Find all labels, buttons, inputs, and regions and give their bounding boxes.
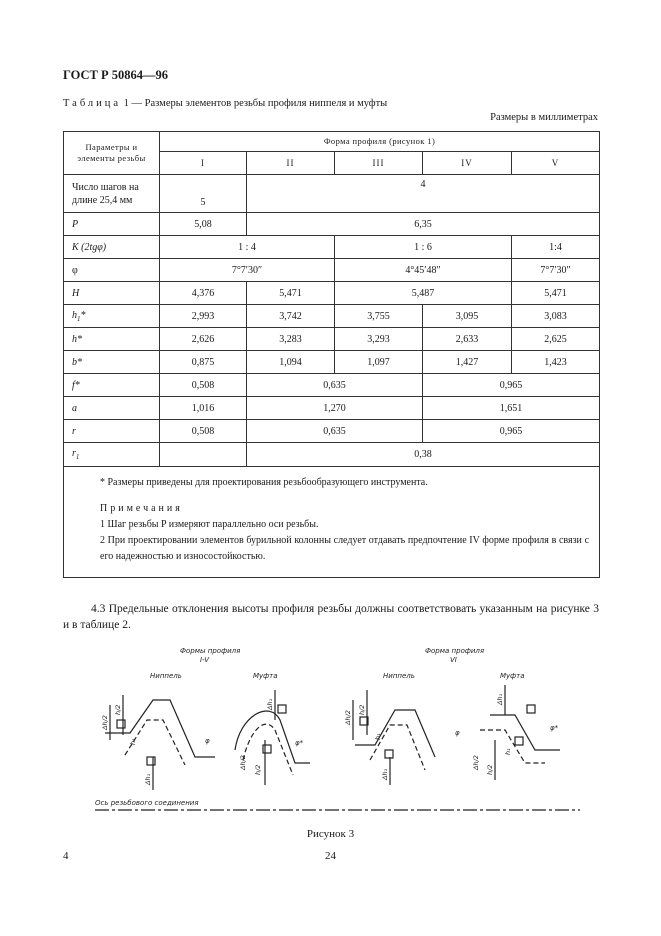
cell: 3,083 bbox=[512, 305, 600, 328]
fig-dh1-label: Δh₁ bbox=[381, 768, 389, 780]
page-number-left: 4 bbox=[63, 850, 69, 862]
coupling-vi-dashed-profile bbox=[480, 730, 545, 763]
fig-h1-label: h₁ bbox=[504, 748, 512, 755]
table-row bbox=[64, 351, 600, 374]
row-label: b* bbox=[64, 351, 160, 374]
cell: 0,965 bbox=[423, 374, 600, 397]
tolerance-box bbox=[278, 705, 286, 713]
cell: 1,270 bbox=[247, 397, 423, 420]
cell: 0,965 bbox=[423, 420, 600, 443]
fig-dh2-label: Δh/2 bbox=[101, 715, 109, 730]
note-1: 1 Шаг резьбы P измеряют параллельно оси резьбы. bbox=[100, 519, 319, 530]
table-row bbox=[64, 420, 600, 443]
table-caption-text: 1 — Размеры элементов резьбы профиля ниппеля и муфты bbox=[123, 98, 388, 109]
cell: 4°45′48″ bbox=[335, 259, 512, 282]
figure-caption: Рисунок 3 bbox=[306, 828, 355, 840]
cell: 7°7′30″ bbox=[160, 259, 335, 282]
fig-h2-label: h/2 bbox=[358, 704, 366, 715]
table-row bbox=[64, 305, 600, 328]
cell: 5,08 bbox=[160, 213, 247, 236]
fig-left-title: Формы профиля bbox=[180, 647, 241, 655]
cell: 0,508 bbox=[160, 420, 247, 443]
table-row bbox=[64, 236, 600, 259]
table-row bbox=[64, 213, 600, 236]
cell: 0,635 bbox=[247, 420, 423, 443]
fig-coupling-label-left: Муфта bbox=[253, 672, 278, 680]
fig-h1-label: h₁ bbox=[129, 738, 137, 745]
fig-left-sub: I-V bbox=[200, 656, 210, 664]
tolerance-box bbox=[147, 757, 155, 765]
row-label: $r_1$ bbox=[64, 443, 160, 467]
cell bbox=[160, 443, 247, 467]
fig-right-title: Форма профиля bbox=[425, 647, 485, 655]
tolerance-box bbox=[515, 737, 523, 745]
cell: 3,755 bbox=[335, 305, 423, 328]
fig-phistar-label: φ* bbox=[295, 739, 304, 747]
cell: 0,508 bbox=[160, 374, 247, 397]
cell: 3,283 bbox=[247, 328, 335, 351]
footnote: * Размеры приведены для проектирования резьбообразующего инструмента. bbox=[100, 477, 428, 488]
cell: 5,471 bbox=[247, 282, 335, 305]
table-row bbox=[64, 259, 600, 282]
coupling-vi-profile-line bbox=[490, 715, 560, 750]
fig-phi-label: φ bbox=[455, 729, 460, 737]
table-row bbox=[64, 443, 600, 467]
cell: 1,651 bbox=[423, 397, 600, 420]
fig-nipple-label-left: Ниппель bbox=[150, 672, 182, 680]
fig-dh2-label: Δh/2 bbox=[472, 755, 480, 770]
units-note: Размеры в миллиметрах bbox=[490, 112, 598, 123]
coupling-dashed-profile bbox=[243, 724, 293, 775]
row-label: H bbox=[64, 282, 160, 305]
table-row bbox=[64, 374, 600, 397]
fig-phistar-label: φ* bbox=[550, 724, 559, 732]
cell: 2,993 bbox=[160, 305, 247, 328]
row-label: Число шагов на длине 25,4 мм bbox=[64, 175, 160, 213]
notes-title: Примечания bbox=[100, 503, 183, 514]
fig-right-sub: VI bbox=[450, 656, 457, 664]
cell: 1,423 bbox=[512, 351, 600, 374]
thread-profile-figure bbox=[95, 645, 585, 820]
row-label: r bbox=[64, 420, 160, 443]
tolerance-box bbox=[385, 750, 393, 758]
form-col-header: IV bbox=[423, 152, 512, 175]
table-caption-word: Таблица bbox=[63, 98, 122, 109]
cell: 2,625 bbox=[512, 328, 600, 351]
fig-nipple-label-right: Ниппель bbox=[383, 672, 415, 680]
row-label: a bbox=[64, 397, 160, 420]
table-row bbox=[64, 397, 600, 420]
tolerance-box bbox=[117, 720, 125, 728]
fig-dh2-label: Δh/2 bbox=[344, 710, 352, 725]
row-label: P bbox=[64, 213, 160, 236]
cell: 1,097 bbox=[335, 351, 423, 374]
fig-h2-label: h/2 bbox=[114, 704, 122, 715]
cell: 5,471 bbox=[512, 282, 600, 305]
cell: 7°7′30″ bbox=[512, 259, 600, 282]
fig-axis-label: Ось резьбового соединения bbox=[95, 799, 199, 807]
cell: 1 : 4 bbox=[160, 236, 335, 259]
page-number-center: 24 bbox=[325, 850, 336, 862]
cell: 1,016 bbox=[160, 397, 247, 420]
fig-h1-label: h₁ bbox=[374, 733, 382, 740]
table-row bbox=[64, 175, 600, 213]
note-2: 2 При проектировании элементов бурильной колонны следует отдавать предпочтение IV форме профиля в связи с его надежностью и износостойкостью. bbox=[100, 535, 590, 562]
cell: 0,635 bbox=[247, 374, 423, 397]
form-col-header: V bbox=[512, 152, 600, 175]
section-paragraph: 4.3 Предельные отклонения высоты профиля резьбы должны соответствовать указанным на рисунке 3 и в таблице 2. bbox=[63, 603, 599, 631]
cell: 3,095 bbox=[423, 305, 512, 328]
cell: 1,094 bbox=[247, 351, 335, 374]
tolerance-box bbox=[527, 705, 535, 713]
form-col-header: I bbox=[160, 152, 247, 175]
table-notes bbox=[64, 467, 600, 578]
row-label: $h_1*$ bbox=[64, 305, 160, 328]
param-header: Параметры и элементы резьбы bbox=[64, 132, 160, 175]
fig-dh1-label: Δh₁ bbox=[266, 698, 274, 710]
standard-number: ГОСТ Р 50864—96 bbox=[63, 68, 169, 82]
cell: 5,487 bbox=[335, 282, 512, 305]
fig-dh1-label: Δh₁ bbox=[144, 773, 152, 785]
form-col-header: III bbox=[335, 152, 423, 175]
fig-dh2-label: Δh/2 bbox=[239, 755, 247, 770]
table-row bbox=[64, 282, 600, 305]
fig-phi-label: φ bbox=[205, 737, 210, 745]
row-label: f* bbox=[64, 374, 160, 397]
nipple-vi-dashed-profile bbox=[370, 725, 425, 770]
cell: 0,875 bbox=[160, 351, 247, 374]
fig-h2-label: h/2 bbox=[254, 764, 262, 775]
tolerance-box bbox=[263, 745, 271, 753]
cell: 0,38 bbox=[247, 443, 600, 467]
form-header: Форма профиля (рисунок 1) bbox=[160, 132, 600, 152]
row-label: φ bbox=[64, 259, 160, 282]
cell: 4,376 bbox=[160, 282, 247, 305]
fig-coupling-label-right: Муфта bbox=[500, 672, 525, 680]
cell: 1 : 6 bbox=[335, 236, 512, 259]
row-label: h* bbox=[64, 328, 160, 351]
table-row bbox=[64, 328, 600, 351]
row-label: K (2tgφ) bbox=[64, 236, 160, 259]
cell: 1,427 bbox=[423, 351, 512, 374]
fig-h2-label: h/2 bbox=[486, 764, 494, 775]
fig-dh1-label: Δh₁ bbox=[496, 693, 504, 705]
cell: 3,742 bbox=[247, 305, 335, 328]
form-col-header: II bbox=[247, 152, 335, 175]
cell: 1:4 bbox=[512, 236, 600, 259]
cell: 5 bbox=[160, 175, 247, 213]
cell: 3,293 bbox=[335, 328, 423, 351]
cell: 4 bbox=[247, 175, 600, 213]
cell: 2,633 bbox=[423, 328, 512, 351]
cell: 6,35 bbox=[247, 213, 600, 236]
dimensions-table bbox=[63, 131, 600, 578]
table-caption bbox=[63, 98, 387, 109]
cell: 2,626 bbox=[160, 328, 247, 351]
